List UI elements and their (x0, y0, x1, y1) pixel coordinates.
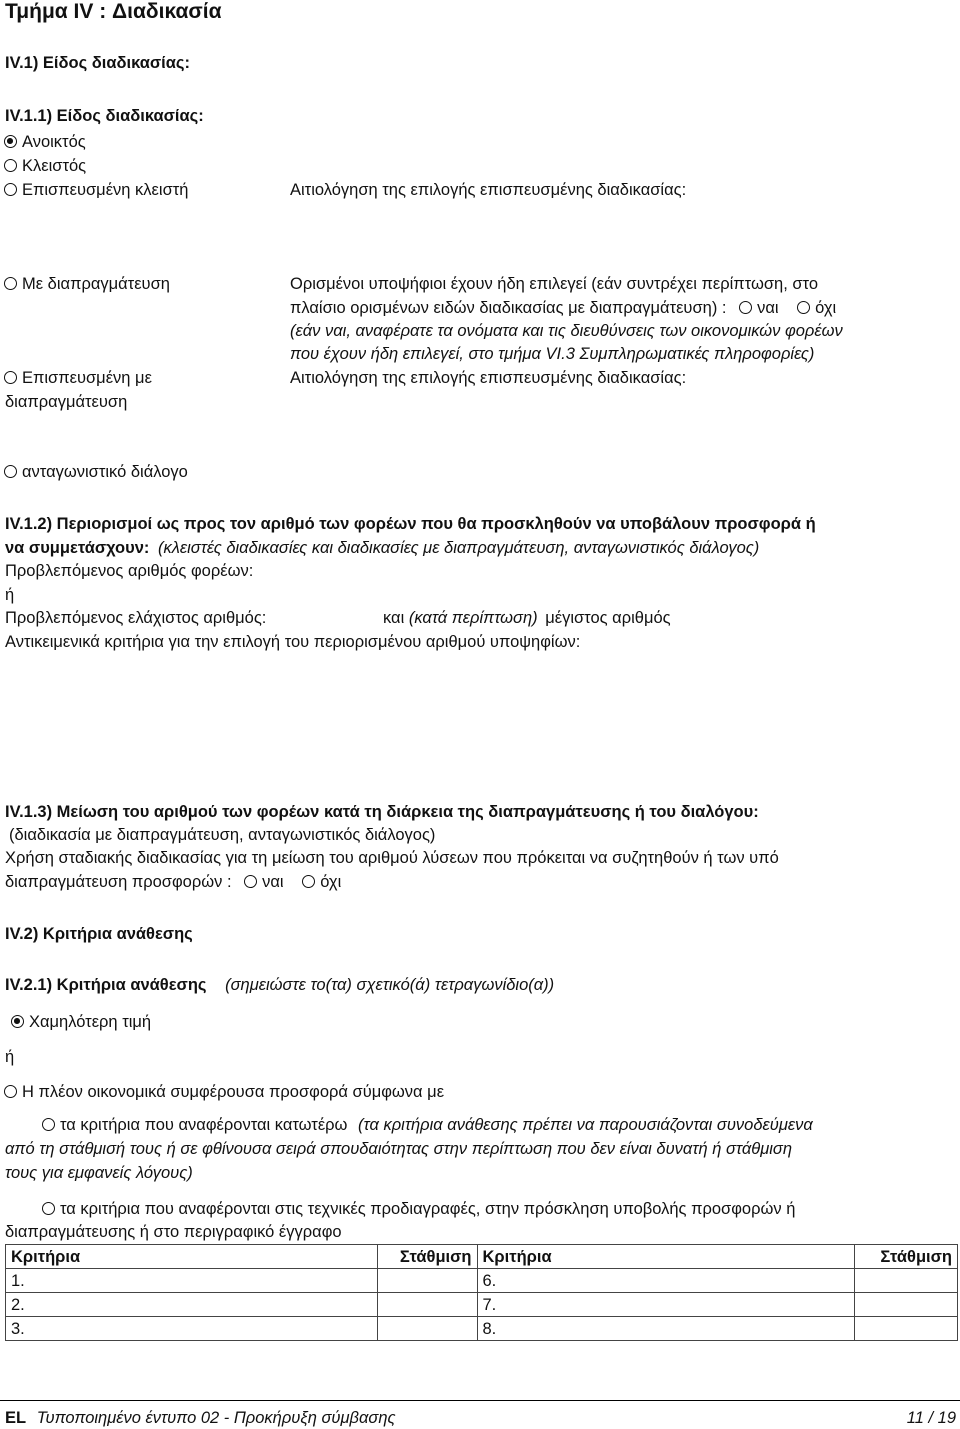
radio-selected-icon[interactable] (11, 1015, 24, 1028)
option-open[interactable]: Ανοικτός (4, 132, 86, 152)
table-header: Κριτήρια (6, 1245, 378, 1269)
table-header: Στάθμιση (855, 1245, 958, 1269)
criteria-table (5, 1244, 958, 1341)
table-row (6, 1293, 958, 1317)
table-header: Κριτήρια (477, 1245, 855, 1269)
table-cell[interactable] (377, 1317, 477, 1341)
or-label-2: ή (5, 1048, 15, 1066)
radio-icon[interactable] (4, 183, 17, 196)
radio-icon[interactable] (42, 1202, 55, 1215)
criteria-specs-line2: διαπραγμάτευσης ή στο περιγραφικό έγγραφο (5, 1223, 342, 1241)
max-number-label: και (κατά περίπτωση) μέγιστος αριθμός (383, 609, 671, 627)
table-row (6, 1317, 958, 1341)
option-criteria-specs[interactable]: τα κριτήρια που αναφέρονται στις τεχνικές προδιαγραφές, στην πρόσκληση υποβολής προσφορών ή (42, 1199, 795, 1219)
option-negotiated[interactable]: Με διαπραγμάτευση (4, 274, 170, 294)
iv13-yes-option[interactable]: ναι (244, 873, 283, 891)
heading-iv12: IV.1.2) Περιορισμοί ως προς τον αριθμό των φορέων που θα προσκληθούν να υποβάλουν προσφορά ή (5, 515, 816, 533)
radio-icon[interactable] (4, 371, 17, 384)
negotiated-yes-option[interactable]: ναι (739, 299, 778, 317)
radio-icon[interactable] (244, 875, 257, 888)
option-lowest-price[interactable]: Χαμηλότερη τιμή (11, 1012, 151, 1032)
table-cell[interactable]: 3. (6, 1317, 378, 1341)
heading-iv21: IV.2.1) Κριτήρια ανάθεσης (σημειώστε το(τα) σχετικό(ά) τετραγωνίδιο(α)) (5, 976, 555, 994)
radio-icon[interactable] (4, 159, 17, 172)
radio-icon[interactable] (4, 465, 17, 478)
table-cell[interactable]: 6. (477, 1269, 855, 1293)
objective-criteria-label: Αντικειμενικά κριτήρια για την επιλογή του περιορισμένου αριθμού υποψηφίων: (5, 633, 581, 651)
table-cell[interactable]: 8. (477, 1317, 855, 1341)
iv13-no-option[interactable]: όχι (302, 873, 341, 891)
table-cell[interactable] (377, 1269, 477, 1293)
table-cell[interactable] (855, 1269, 958, 1293)
justification-accelerated-2: Αιτιολόγηση της επιλογής επισπευσμένης διαδικασίας: (290, 369, 687, 387)
table-header-row (6, 1245, 958, 1269)
envisaged-number-label: Προβλεπόμενος αριθμός φορέων: (5, 562, 254, 580)
footer-lang: EL (5, 1409, 27, 1427)
negotiated-text-1: Ορισμένοι υποψήφιοι έχουν ήδη επιλεγεί (εάν συντρέχει περίπτωση, στο (290, 275, 819, 293)
option-meat[interactable]: Η πλέον οικονομικά συμφέρουσα προσφορά σύμφωνα με (4, 1082, 444, 1102)
criteria-below-note-3: τους για εμφανείς λόγους) (5, 1164, 193, 1182)
option-competitive-dialogue[interactable]: ανταγωνιστικό διάλογο (4, 462, 188, 482)
footer-form-name: Τυποποιημένο έντυπο 02 - Προκήρυξη σύμβασης (36, 1409, 396, 1427)
section-title: Τμήμα IV : Διαδικασία (5, 0, 222, 23)
negotiated-note-1: (εάν ναι, αναφέρατε τα ονόματα και τις διευθύνσεις των οικονομικών φορέων (290, 322, 843, 340)
table-cell[interactable]: 2. (6, 1293, 378, 1317)
iv13-text-1: Χρήση σταδιακής διαδικασίας για τη μείωση του αριθμού λύσεων που πρόκειται να συζητηθούν ή των υπό (5, 849, 779, 867)
justification-accelerated: Αιτιολόγηση της επιλογής επισπευσμένης διαδικασίας: (290, 181, 687, 199)
heading-iv11: IV.1.1) Είδος διαδικασίας: (5, 107, 204, 125)
table-cell[interactable]: 7. (477, 1293, 855, 1317)
table-row (6, 1269, 958, 1293)
option-criteria-below[interactable]: τα κριτήρια που αναφέρονται κατωτέρω (τα κριτήρια ανάθεσης πρέπει να παρουσιάζονται συνοδεύμενα (42, 1115, 813, 1135)
radio-icon[interactable] (302, 875, 315, 888)
table-cell[interactable] (377, 1293, 477, 1317)
table-cell[interactable] (855, 1317, 958, 1341)
negotiated-no-option[interactable]: όχι (797, 299, 836, 317)
radio-icon[interactable] (4, 277, 17, 290)
iv13-note: (διαδικασία με διαπραγμάτευση, ανταγωνιστικός διάλογος) (9, 826, 436, 844)
radio-selected-icon[interactable] (4, 135, 17, 148)
option-accelerated-negotiated[interactable]: Επισπευσμένη με (4, 368, 152, 388)
radio-icon[interactable] (739, 301, 752, 314)
heading-iv13: IV.1.3) Μείωση του αριθμού των φορέων κατά τη διάρκεια της διαπραγμάτευσης ή του διαλόγου: (5, 803, 759, 821)
or-label: ή (5, 586, 15, 604)
radio-icon[interactable] (797, 301, 810, 314)
negotiated-note-2: που έχουν ήδη επιλεγεί, στο τμήμα VI.3 Συμπληρωματικές πληροφορίες) (290, 345, 815, 363)
option-restricted[interactable]: Κλειστός (4, 156, 86, 176)
heading-iv1: IV.1) Είδος διαδικασίας: (5, 54, 190, 72)
min-number-label: Προβλεπόμενος ελάχιστος αριθμός: (5, 609, 267, 627)
negotiated-text-2: πλαίσιο ορισμένων ειδών διαδικασίας με διαπραγμάτευση) : ναι όχι (290, 299, 837, 317)
option-accelerated-negotiated-line2: διαπραγμάτευση (5, 393, 128, 411)
heading-iv2: IV.2) Κριτήρια ανάθεσης (5, 925, 193, 943)
footer (5, 1408, 396, 1428)
option-accelerated-restricted[interactable]: Επισπευσμένη κλειστή (4, 180, 188, 200)
radio-icon[interactable] (42, 1118, 55, 1131)
table-cell[interactable]: 1. (6, 1269, 378, 1293)
footer-divider (0, 1400, 960, 1401)
table-header: Στάθμιση (377, 1245, 477, 1269)
footer-page-number: 11 / 19 (906, 1409, 956, 1427)
iv13-text-2: διαπραγμάτευση προσφορών : ναι όχι (5, 873, 342, 891)
table-cell[interactable] (855, 1293, 958, 1317)
criteria-below-note-2: από τη στάθμισή τους ή σε φθίνουσα σειρά σπουδαιότητας στην περίπτωση που δεν είναι δυνατή ή στάθμιση (5, 1140, 793, 1158)
radio-icon[interactable] (4, 1085, 17, 1098)
heading-iv12-line2: να συμμετάσχουν: (κλειστές διαδικασίες και διαδικασίες με διαπραγμάτευση, ανταγωνιστικός διάλογος) (5, 539, 760, 557)
